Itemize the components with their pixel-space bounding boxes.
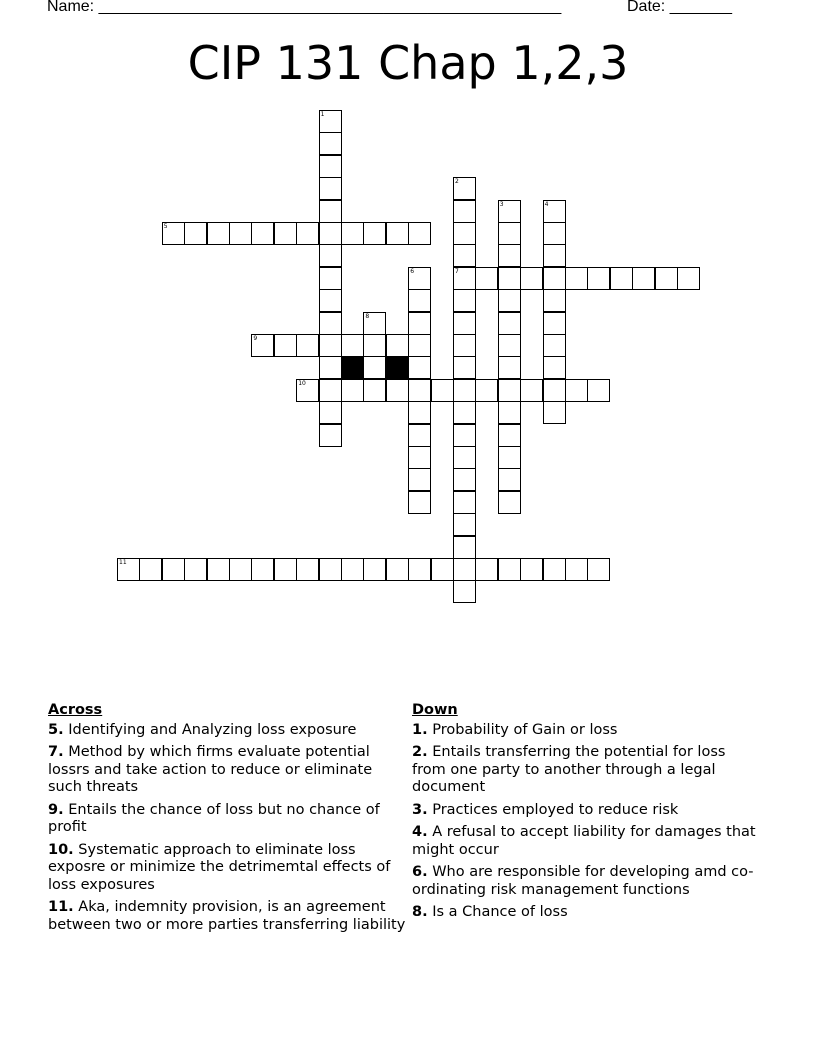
clue-number: 10. <box>48 841 74 858</box>
grid-cell[interactable] <box>341 558 364 581</box>
grid-cell[interactable] <box>453 558 476 581</box>
grid-cell[interactable] <box>453 200 476 223</box>
name-field-label: Name: ____________________________________________________ <box>47 0 562 15</box>
grid-cell[interactable] <box>296 222 319 245</box>
grid-cell[interactable] <box>296 334 319 357</box>
blocked-cell <box>341 356 364 379</box>
grid-cell[interactable] <box>296 379 319 402</box>
grid-cell[interactable] <box>565 558 588 581</box>
grid-cell[interactable] <box>543 379 566 402</box>
grid-cell[interactable] <box>498 446 521 469</box>
grid-cell[interactable] <box>453 580 476 603</box>
grid-cell[interactable] <box>498 312 521 335</box>
blocked-cell <box>386 356 409 379</box>
grid-cell[interactable] <box>543 356 566 379</box>
grid-cell[interactable] <box>386 334 409 357</box>
grid-cell[interactable] <box>453 334 476 357</box>
date-field-label: Date: _______ <box>627 0 732 15</box>
grid-cell[interactable] <box>655 267 678 290</box>
grid-cell[interactable] <box>498 491 521 514</box>
grid-cell[interactable] <box>453 379 476 402</box>
clue-down-1 <box>412 722 757 740</box>
grid-cell[interactable] <box>498 356 521 379</box>
grid-cell[interactable] <box>274 222 297 245</box>
grid-cell[interactable] <box>498 379 521 402</box>
clue-number: 8. <box>412 904 428 920</box>
clue-text: Entails transferring the potential for loss from one party to another through a legal document <box>412 744 726 795</box>
clue-across-7 <box>48 744 408 797</box>
grid-cell[interactable] <box>453 267 476 290</box>
grid-cell[interactable] <box>251 334 274 357</box>
grid-cell[interactable] <box>475 379 498 402</box>
clue-number: 7. <box>48 744 64 760</box>
grid-cell[interactable] <box>162 558 185 581</box>
grid-cell[interactable] <box>520 558 543 581</box>
grid-cell[interactable] <box>251 222 274 245</box>
cell-number: 3 <box>499 200 504 208</box>
grid-cell[interactable] <box>475 267 498 290</box>
clue-down-6 <box>412 864 757 899</box>
across-heading: Across <box>48 702 103 718</box>
grid-cell[interactable] <box>498 222 521 245</box>
clue-number: 1. <box>412 721 428 738</box>
down-clues <box>412 702 757 927</box>
grid-cell[interactable] <box>363 356 386 379</box>
grid-cell[interactable] <box>363 312 386 335</box>
grid-cell[interactable] <box>162 222 185 245</box>
grid-cell[interactable] <box>319 558 342 581</box>
grid-cell[interactable] <box>632 267 655 290</box>
grid-cell[interactable] <box>319 356 342 379</box>
grid-cell[interactable] <box>498 289 521 312</box>
grid-cell[interactable] <box>229 222 252 245</box>
grid-cell[interactable] <box>319 334 342 357</box>
grid-cell[interactable] <box>543 334 566 357</box>
grid-cell[interactable] <box>229 558 252 581</box>
grid-cell[interactable] <box>498 244 521 267</box>
grid-cell[interactable] <box>543 558 566 581</box>
clue-text: Entails the chance of loss but no chance of profit <box>48 801 380 835</box>
clue-text: Method by which firms evaluate potential lossrs and take action to reduce or eliminate such threats <box>48 744 373 795</box>
grid-cell[interactable] <box>341 379 364 402</box>
grid-cell[interactable] <box>408 424 431 447</box>
grid-cell[interactable] <box>587 558 610 581</box>
grid-cell[interactable] <box>319 424 342 447</box>
cell-number: 7 <box>455 267 459 275</box>
grid-cell[interactable] <box>319 177 342 200</box>
grid-cell[interactable] <box>543 312 566 335</box>
clue-down-2 <box>412 744 757 797</box>
grid-cell[interactable] <box>184 222 207 245</box>
grid-cell[interactable] <box>363 558 386 581</box>
grid-cell[interactable] <box>408 379 431 402</box>
grid-cell[interactable] <box>453 312 476 335</box>
clue-number: 9. <box>48 801 64 818</box>
grid-cell[interactable] <box>453 446 476 469</box>
cell-number: 11 <box>119 559 127 566</box>
grid-cell[interactable] <box>117 558 140 581</box>
grid-cell[interactable] <box>319 244 342 267</box>
grid-cell[interactable] <box>543 244 566 267</box>
grid-cell[interactable] <box>498 558 521 581</box>
grid-cell[interactable] <box>341 222 364 245</box>
grid-cell[interactable] <box>319 289 342 312</box>
clue-down-4 <box>412 824 757 859</box>
grid-cell[interactable] <box>587 379 610 402</box>
grid-cell[interactable] <box>319 132 342 155</box>
grid-cell[interactable] <box>251 558 274 581</box>
cell-number: 4 <box>544 200 549 208</box>
grid-cell[interactable] <box>453 401 476 424</box>
grid-cell[interactable] <box>677 267 700 290</box>
clue-text: Who are responsible for developing amd co-ordinating risk management functions <box>412 864 754 898</box>
grid-cell[interactable] <box>520 267 543 290</box>
grid-cell[interactable] <box>319 379 342 402</box>
grid-cell[interactable] <box>386 379 409 402</box>
cell-number: 10 <box>298 379 306 387</box>
clue-across-5 <box>48 722 408 740</box>
grid-cell[interactable] <box>587 267 610 290</box>
clue-number: 4. <box>412 824 428 840</box>
grid-cell[interactable] <box>408 558 431 581</box>
grid-cell[interactable] <box>453 536 476 559</box>
grid-cell[interactable] <box>453 356 476 379</box>
cell-number: 5 <box>163 223 168 230</box>
grid-cell[interactable] <box>543 289 566 312</box>
grid-cell[interactable] <box>408 356 431 379</box>
grid-cell[interactable] <box>408 446 431 469</box>
grid-cell[interactable] <box>453 289 476 312</box>
grid-cell[interactable] <box>319 200 342 223</box>
across-clues <box>48 702 408 939</box>
grid-cell[interactable] <box>431 558 454 581</box>
clue-number: 11. <box>48 899 74 915</box>
clue-text: Probability of Gain or loss <box>432 721 618 738</box>
grid-cell[interactable] <box>363 334 386 357</box>
clue-text: Is a Chance of loss <box>432 904 568 920</box>
clue-across-11 <box>48 899 408 934</box>
cell-number: 2 <box>455 178 459 186</box>
grid-cell[interactable] <box>363 222 386 245</box>
grid-cell[interactable] <box>408 312 431 335</box>
grid-cell[interactable] <box>408 334 431 357</box>
grid-cell[interactable] <box>296 558 319 581</box>
grid-cell[interactable] <box>363 379 386 402</box>
grid-cell[interactable] <box>565 267 588 290</box>
clue-across-10 <box>48 842 408 895</box>
grid-cell[interactable] <box>408 222 431 245</box>
cell-number: 1 <box>320 111 325 118</box>
grid-cell[interactable] <box>543 267 566 290</box>
cell-number: 6 <box>410 267 415 275</box>
clue-text: Systematic approach to eliminate loss exposre or minimize the detrimemtal effects of loss exposures <box>48 841 391 893</box>
grid-cell[interactable] <box>408 491 431 514</box>
clue-text: Practices employed to reduce risk <box>432 801 679 818</box>
clue-down-3 <box>412 802 757 820</box>
grid-cell[interactable] <box>408 289 431 312</box>
grid-cell[interactable] <box>453 222 476 245</box>
grid-cell[interactable] <box>453 177 476 200</box>
grid-cell[interactable] <box>408 468 431 491</box>
page-title: CIP 131 Chap 1,2,3 <box>187 36 629 90</box>
grid-cell[interactable] <box>386 222 409 245</box>
grid-cell[interactable] <box>319 222 342 245</box>
grid-cell[interactable] <box>453 491 476 514</box>
grid-cell[interactable] <box>453 468 476 491</box>
grid-cell[interactable] <box>565 379 588 402</box>
cell-number: 9 <box>253 335 258 342</box>
grid-cell[interactable] <box>543 222 566 245</box>
grid-cell[interactable] <box>408 267 431 290</box>
grid-cell[interactable] <box>341 334 364 357</box>
clue-number: 6. <box>412 864 428 880</box>
grid-cell[interactable] <box>498 334 521 357</box>
down-heading: Down <box>412 702 458 718</box>
grid-cell[interactable] <box>498 200 521 223</box>
clue-number: 3. <box>412 801 428 818</box>
grid-cell[interactable] <box>319 110 342 133</box>
grid-cell[interactable] <box>319 155 342 178</box>
grid-cell[interactable] <box>207 222 230 245</box>
grid-cell[interactable] <box>498 424 521 447</box>
grid-cell[interactable] <box>498 267 521 290</box>
grid-cell[interactable] <box>498 401 521 424</box>
grid-cell[interactable] <box>520 379 543 402</box>
grid-cell[interactable] <box>453 244 476 267</box>
grid-cell[interactable] <box>139 558 162 581</box>
cell-number: 8 <box>365 312 370 320</box>
grid-cell[interactable] <box>453 513 476 536</box>
grid-cell[interactable] <box>498 468 521 491</box>
grid-cell[interactable] <box>386 558 409 581</box>
clue-down-8 <box>412 904 757 922</box>
clue-text: Identifying and Analyzing loss exposure <box>68 721 357 738</box>
grid-cell[interactable] <box>184 558 207 581</box>
clue-number: 2. <box>412 744 428 760</box>
grid-cell[interactable] <box>319 312 342 335</box>
clue-across-9 <box>48 802 408 837</box>
grid-cell[interactable] <box>408 401 431 424</box>
clue-text: Aka, indemnity provision, is an agreement between two or more parties transferring liability <box>48 899 406 933</box>
grid-cell[interactable] <box>319 401 342 424</box>
grid-cell[interactable] <box>207 558 230 581</box>
clue-number: 5. <box>48 721 64 738</box>
grid-cell[interactable] <box>274 334 297 357</box>
grid-cell[interactable] <box>319 267 342 290</box>
grid-cell[interactable] <box>475 558 498 581</box>
clue-text: A refusal to accept liability for damages that might occur <box>412 824 756 858</box>
grid-cell[interactable] <box>274 558 297 581</box>
grid-cell[interactable] <box>431 379 454 402</box>
grid-cell[interactable] <box>543 200 566 223</box>
grid-cell[interactable] <box>610 267 633 290</box>
grid-cell[interactable] <box>543 401 566 424</box>
grid-cell[interactable] <box>453 424 476 447</box>
